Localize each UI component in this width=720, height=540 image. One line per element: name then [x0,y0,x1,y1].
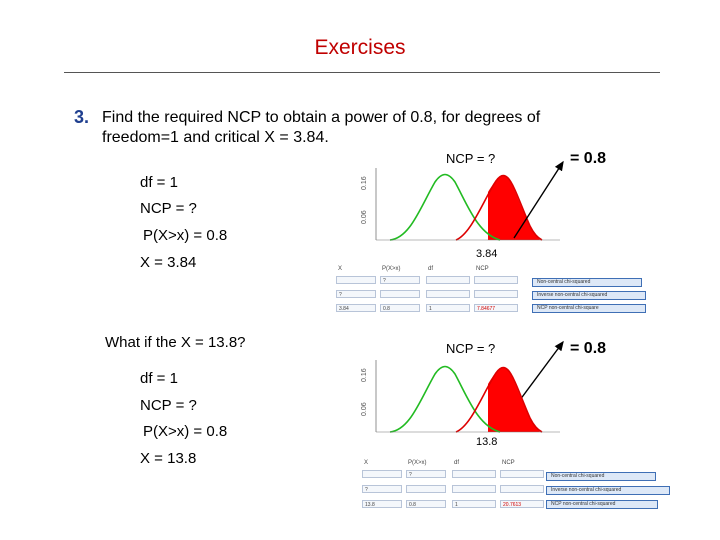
param-x: X = 13.8 [140,450,197,467]
x-input[interactable]: ? [362,485,402,493]
p-input[interactable]: ? [380,276,420,284]
col-header-x: X [364,460,369,466]
followup-question: What if the X = 13.8? [105,334,246,351]
df-input[interactable] [426,290,470,298]
ncp-input[interactable] [474,276,518,284]
p-input[interactable]: 0.8 [380,304,420,312]
param-ncp: NCP = ? [140,397,197,414]
df-input[interactable] [426,276,470,284]
df-input[interactable] [452,485,496,493]
noncentral-chisq-button[interactable]: Non-central chi-squared [532,278,642,287]
col-header-p: P(X>x) [408,460,427,466]
x-input[interactable]: 3.84 [336,304,376,312]
col-header-x: X [338,266,343,272]
param-x: X = 3.84 [140,254,197,271]
question-text-line2: freedom=1 and critical X = 3.84. [102,129,329,146]
x-input[interactable]: ? [336,290,376,298]
p-input[interactable] [380,290,420,298]
df-input[interactable]: 1 [452,500,496,508]
ncp-input[interactable] [500,470,544,478]
col-header-df: df [428,266,434,272]
inverse-noncentral-chisq-button[interactable]: Inverse non-central chi-squared [546,486,670,495]
ncp-noncentral-chisq-button[interactable]: NCP non-central chi-squared [546,500,658,509]
y-tick-label: 0.06 [361,402,368,416]
param-power: P(X>x) = 0.8 [143,423,228,440]
param-df: df = 1 [140,370,178,387]
distribution-chart [360,360,570,440]
power-caption: = 0.8 [570,340,607,357]
ncp-input[interactable] [474,290,518,298]
power-caption: = 0.8 [570,150,607,167]
param-df: df = 1 [140,174,178,191]
question-text-line1: Find the required NCP to obtain a power of 0.8, for degrees of [102,109,541,126]
ncp-result: 20.7613 [500,500,544,508]
col-header-p: P(X>x) [382,266,401,272]
y-tick-label: 0.16 [361,368,368,382]
ncp-noncentral-chisq-button[interactable]: NCP non-central chi-square [532,304,646,313]
x-input[interactable] [336,276,376,284]
p-input[interactable] [406,485,446,493]
x-input[interactable] [362,470,402,478]
df-input[interactable]: 1 [426,304,470,312]
param-ncp: NCP = ? [140,200,197,217]
question-number: 3. [74,107,90,127]
calculator-panel [362,458,682,514]
ncp-caption: NCP = ? [446,151,496,166]
inverse-noncentral-chisq-button[interactable]: Inverse non-central chi-squared [532,291,646,300]
col-header-ncp: NCP [502,460,515,466]
slide-title: Exercises [314,36,406,59]
y-tick-label: 0.16 [361,176,368,190]
col-header-df: df [454,460,460,466]
df-input[interactable] [452,470,496,478]
arrow-line [514,162,563,238]
calculator-panel [336,264,656,316]
param-power: P(X>x) = 0.8 [143,227,228,244]
ncp-caption: NCP = ? [446,341,496,356]
critical-x-label: 13.8 [476,436,498,448]
x-input[interactable]: 13.8 [362,500,402,508]
y-tick-label: 0.06 [361,210,368,224]
central-curve [390,367,500,433]
p-input[interactable]: 0.8 [406,500,446,508]
p-input[interactable]: ? [406,470,446,478]
noncentral-chisq-button[interactable]: Non-central chi-squared [546,472,656,481]
col-header-ncp: NCP [476,266,489,272]
critical-x-label: 3.84 [476,248,498,260]
ncp-result: 7.84677 [474,304,518,312]
ncp-input[interactable] [500,485,544,493]
